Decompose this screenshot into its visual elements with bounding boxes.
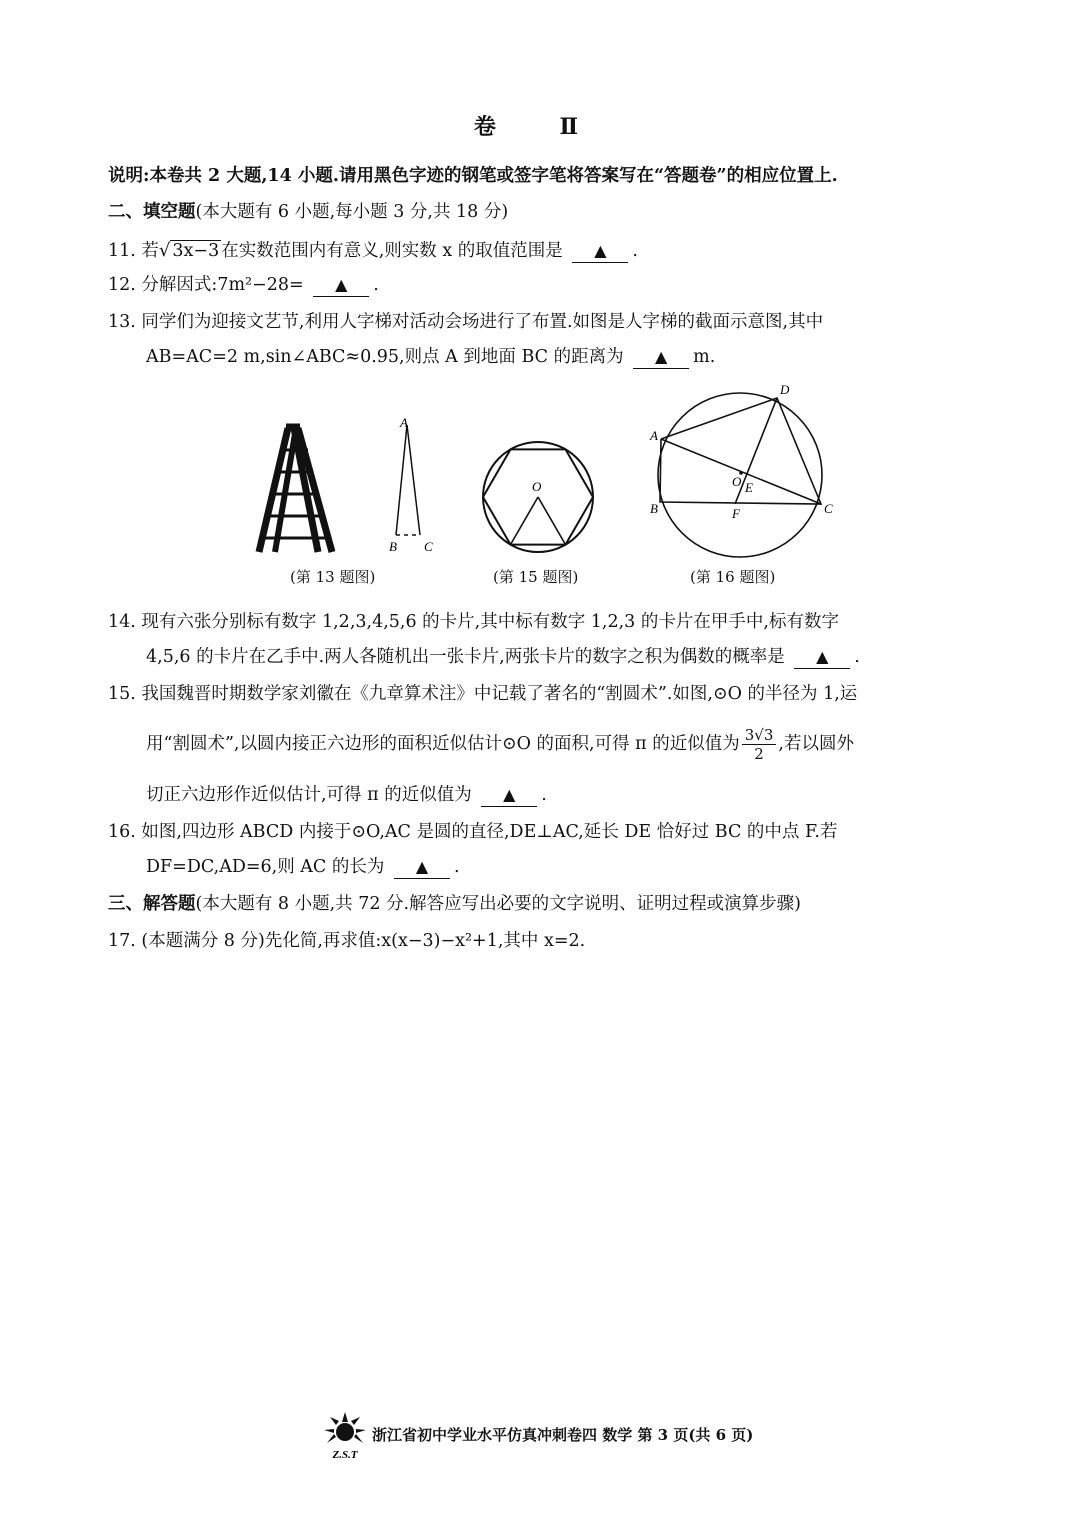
section-3-header bbox=[108, 891, 801, 917]
q16-number: 16. bbox=[108, 822, 136, 842]
q12-number: 12. bbox=[108, 275, 136, 295]
question-15-line-2 bbox=[146, 722, 854, 766]
q15-line2-pre: 用“割圆术”,以圆内接正六边形的面积近似估计⊙O 的面积,可得 π 的近似值为 bbox=[146, 734, 740, 754]
question-13-line-1 bbox=[108, 309, 823, 335]
q11-sqrt: √ 3x−3 bbox=[158, 240, 220, 261]
q15-frac-den: 2 bbox=[754, 745, 764, 763]
q15-answer-blank[interactable] bbox=[481, 784, 537, 807]
q14-answer-blank[interactable] bbox=[794, 646, 850, 669]
logo-text: Z.S.T bbox=[332, 1449, 358, 1461]
q15-number: 15. bbox=[108, 684, 136, 704]
question-14-line-1 bbox=[108, 609, 839, 635]
q14-line1: 现有六张分别标有数字 1,2,3,4,5,6 的卡片,其中标有数字 1,2,3 的卡片在甲手中,标有数字 bbox=[141, 612, 839, 632]
q13-number: 13. bbox=[108, 312, 136, 332]
fig13-label-a: A bbox=[400, 415, 408, 430]
fig13-label-b: B bbox=[389, 539, 397, 554]
figure-16-caption: (第 16 题图) bbox=[690, 568, 776, 586]
question-16-line-1 bbox=[108, 819, 837, 845]
q17-number: 17. bbox=[108, 931, 136, 951]
answer-triangle-icon: ▲ bbox=[335, 275, 348, 294]
q11-answer-blank[interactable] bbox=[572, 240, 628, 263]
answer-triangle-icon: ▲ bbox=[594, 241, 607, 260]
fig16-label-o: O bbox=[732, 474, 742, 489]
q16-answer-blank[interactable] bbox=[394, 856, 450, 879]
section-3-note: (本大题有 8 小题,共 72 分.解答应写出必要的文字说明、证明过程或演算步骤) bbox=[195, 894, 801, 914]
fig16-label-e: E bbox=[745, 480, 753, 495]
question-17 bbox=[108, 928, 585, 954]
figures-row bbox=[240, 380, 840, 570]
section-2-header bbox=[108, 199, 508, 225]
fig16-label-c: C bbox=[824, 501, 833, 516]
q13-answer-blank[interactable] bbox=[633, 346, 689, 369]
answer-triangle-icon: ▲ bbox=[415, 857, 429, 876]
q15-line1: 我国魏晋时期数学家刘徽在《九章算术注》中记载了著名的“割圆术”.如图,⊙O 的半径为 1,运 bbox=[141, 684, 858, 704]
q15-line3: 切正六边形作近似估计,可得 π 的近似值为 bbox=[146, 785, 472, 805]
publisher-logo-icon bbox=[320, 1412, 370, 1464]
instructions: 说明:本卷共 2 大题,14 小题.请用黑色字迹的钢笔或签字笔将答案写在“答题卷”的相应位置上. bbox=[108, 166, 838, 186]
figure-15-caption: (第 15 题图) bbox=[493, 568, 579, 586]
section-3-heading: 三、解答题 bbox=[108, 894, 196, 914]
ladder-illustration bbox=[259, 426, 332, 552]
q11-pre: 若 bbox=[141, 241, 159, 261]
section-2-heading: 二、填空题 bbox=[108, 202, 196, 222]
q11-number: 11. bbox=[108, 241, 136, 261]
q14-line2: 4,5,6 的卡片在乙手中.两人各随机出一张卡片,两张卡片的数字之积为偶数的概率是 bbox=[146, 647, 785, 667]
answer-triangle-icon: ▲ bbox=[503, 785, 516, 804]
section-2-note: (本大题有 6 小题,每小题 3 分,共 18 分) bbox=[195, 202, 509, 222]
answer-triangle-icon: ▲ bbox=[816, 647, 829, 666]
fig16-label-d: D bbox=[780, 382, 790, 397]
q14-number: 14. bbox=[108, 612, 136, 632]
q15-frac-num: 3√3 bbox=[742, 726, 777, 745]
question-12: 12. 分解因式:7m²−28= ▲ . bbox=[108, 275, 379, 295]
q13-line2: AB=AC=2 m,sin∠ABC≈0.95,则点 A 到地面 BC 的距离为 bbox=[146, 347, 624, 367]
fig16-label-a: A bbox=[650, 428, 658, 443]
question-16-line-2: DF=DC,AD=6,则 AC 的长为 ▲ . bbox=[146, 857, 460, 877]
q12-text: 分解因式:7m²−28= bbox=[141, 275, 304, 295]
question-11: 11. 若√ 3x−3 在实数范围内有意义,则实数 x 的取值范围是 ▲ . bbox=[108, 238, 638, 264]
triangle-abc-diagram bbox=[396, 425, 420, 535]
page-footer bbox=[320, 1420, 800, 1480]
q15-fraction bbox=[742, 726, 777, 763]
fig13-label-c: C bbox=[424, 539, 433, 554]
q16-line2: DF=DC,AD=6,则 AC 的长为 bbox=[146, 857, 385, 877]
hexagon-circle-diagram bbox=[483, 442, 593, 552]
footer-text: 浙江省初中学业水平仿真冲刺卷四 数学 第 3 页(共 6 页) bbox=[372, 1426, 754, 1444]
paper-title: 卷 Ⅱ bbox=[473, 114, 607, 140]
question-15-line-3: 切正六边形作近似估计,可得 π 的近似值为 ▲ . bbox=[146, 785, 547, 805]
answer-triangle-icon: ▲ bbox=[655, 347, 668, 366]
fig15-label-o: O bbox=[532, 479, 542, 494]
question-15-line-1 bbox=[108, 681, 857, 707]
q16-line1: 如图,四边形 ABCD 内接于⊙O,AC 是圆的直径,DE⊥AC,延长 DE 恰好过 BC 的中点 F.若 bbox=[141, 822, 838, 842]
question-14-line-2: 4,5,6 的卡片在乙手中.两人各随机出一张卡片,两张卡片的数字之积为偶数的概率是 ▲ . bbox=[146, 647, 860, 667]
q11-post: 在实数范围内有意义,则实数 x 的取值范围是 bbox=[221, 241, 563, 261]
figure-13-caption: (第 13 题图) bbox=[290, 568, 376, 586]
q13-line1: 同学们为迎接文艺节,利用人字梯对活动会场进行了布置.如图是人字梯的截面示意图,其中 bbox=[141, 312, 824, 332]
fig16-label-b: B bbox=[650, 501, 658, 516]
question-13-line-2: AB=AC=2 m,sin∠ABC≈0.95,则点 A 到地面 BC 的距离为 ▲ m. bbox=[146, 347, 716, 367]
q12-answer-blank[interactable] bbox=[313, 274, 369, 297]
q11-radicand: 3x−3 bbox=[172, 241, 220, 261]
q15-line2-post: ,若以圆外 bbox=[778, 734, 854, 754]
fig16-label-f: F bbox=[732, 506, 740, 521]
q17-text: (本题满分 8 分)先化简,再求值:x(x−3)−x²+1,其中 x=2. bbox=[141, 931, 586, 951]
